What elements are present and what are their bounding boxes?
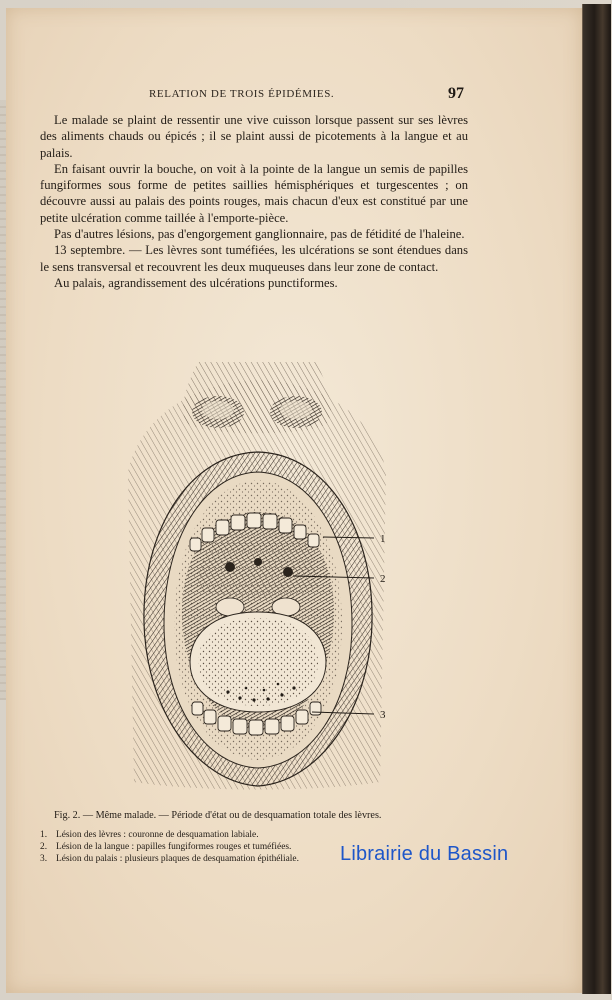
paragraph: En faisant ouvrir la bouche, on voit à la pointe de la langue un semis de papilles fungiformes sous forme de petites saillies hémisphériques et turgescentes ; on découvre aussi au palais des points rouges, mais chacun d'eux est constitué par une petite ulcération comme taillée à l'emporte-pièce.: [40, 161, 468, 225]
body-text: [40, 112, 468, 291]
callout-1: 1: [380, 533, 386, 545]
watermark: Librairie du Bassin: [340, 843, 509, 865]
figure-title: Fig. 2. — Même malade. — Période d'état ou de desquamation totale des lèvres.: [54, 810, 382, 821]
callout-2: 2: [380, 573, 386, 585]
legend-item: 3. Lésion du palais : plusieurs plaques de desquamation épithéliale.: [40, 854, 299, 865]
running-header: RELATION DE TROIS ÉPIDÉMIES.: [149, 88, 335, 100]
nose: [183, 362, 331, 433]
paragraph: Pas d'autres lésions, pas d'engorgement ganglionnaire, pas de fétidité de l'haleine.: [54, 227, 465, 242]
legend-item: 2. Lésion de la langue : papilles fungiformes rouges et tuméfiées.: [40, 842, 292, 853]
paragraph: 13 septembre. — Les lèvres sont tuméfiées, les ulcérations se sont étendues dans le sens transversal et recouvrent les deux muqueuses dans leur zone de contact.: [40, 243, 468, 274]
callout-3: 3: [380, 709, 386, 721]
mouth-engraving-figure: [118, 362, 398, 794]
legend-item: 1. Lésion des lèvres : couronne de desquamation labiale.: [40, 830, 259, 840]
page-number: 97: [448, 85, 464, 102]
paragraph: Au palais, agrandissement des ulcérations punctiformes.: [54, 275, 338, 290]
book-spine: [582, 4, 611, 994]
paragraph: Le malade se plaint de ressentir une vive cuisson lorsque passent sur ses lèvres des aliments chauds ou épicés ; il se plaint aussi de picotements à la langue et au palais.: [40, 113, 468, 160]
